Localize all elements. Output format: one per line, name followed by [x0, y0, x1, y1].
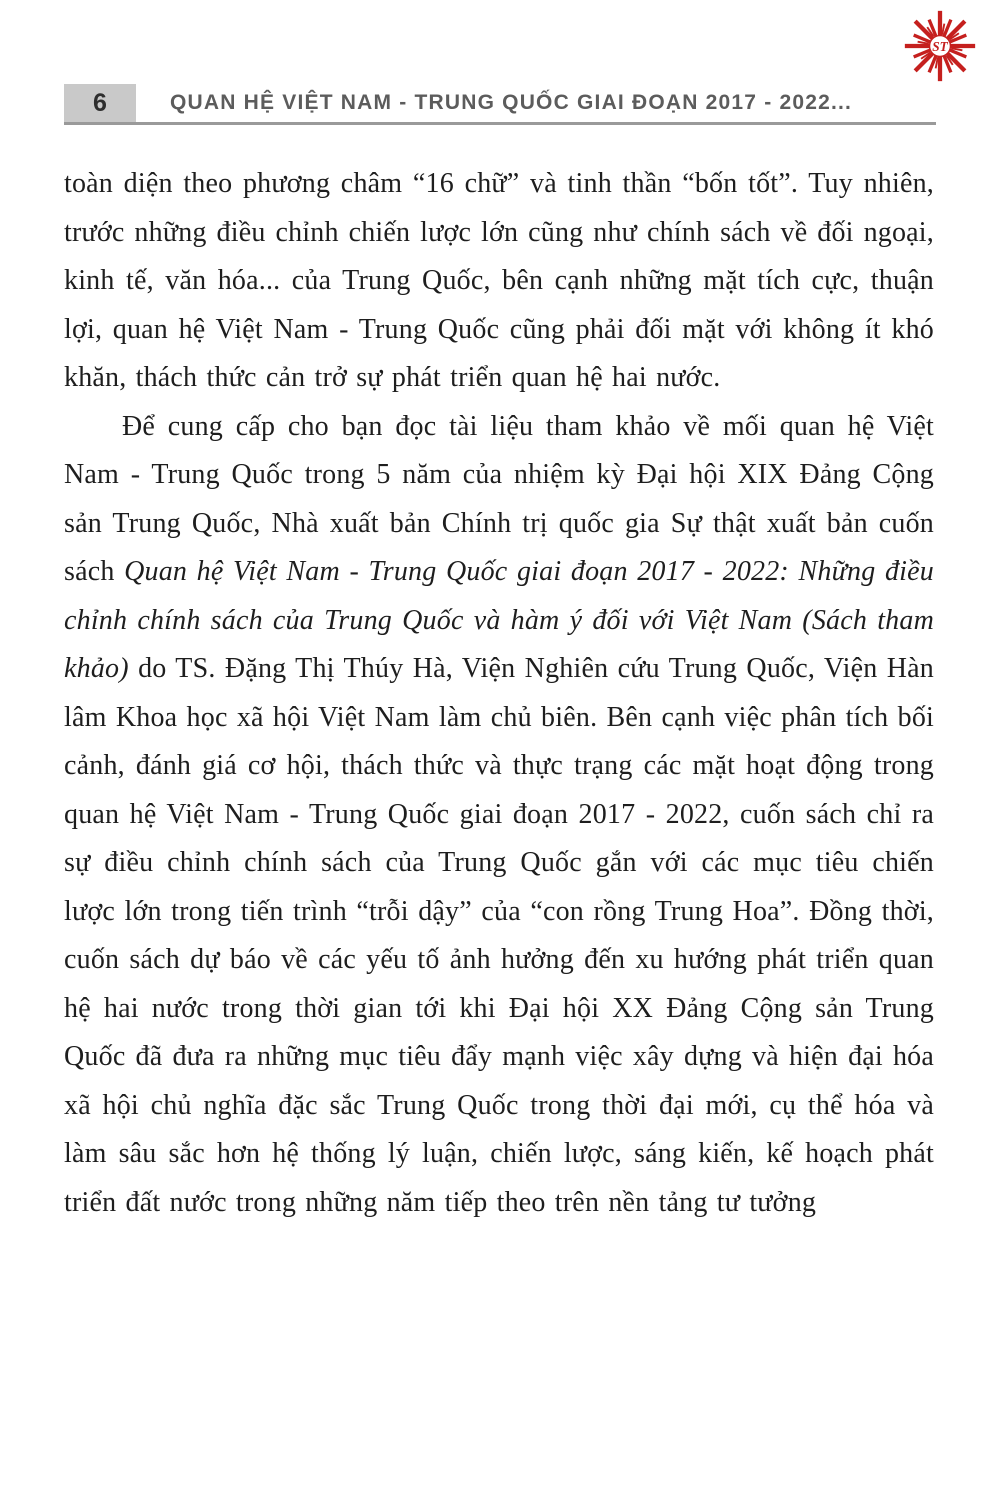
- logo-monogram: ST: [932, 39, 948, 55]
- running-title: QUAN HỆ VIỆT NAM - TRUNG QUỐC GIAI ĐOẠN 2017 - 2022...: [170, 91, 853, 114]
- book-title-italic: Quan hệ Việt Nam - Trung Quốc giai đoạn 2017 - 2022: Những điều chỉnh chính sách của Trung Quốc và hàm ý đối với Việt Nam (Sách tham khảo): [64, 556, 934, 684]
- page-number: 6: [64, 84, 136, 122]
- paragraph: [64, 160, 934, 403]
- text-segment: do TS. Đặng Thị Thúy Hà, Viện Nghiên cứu Trung Quốc, Viện Hàn lâm Khoa học xã hội Việt Nam làm chủ biên. Bên cạnh việc phân tích bối cảnh, đánh giá cơ hội, thách thức và thực trạng các mặt hoạt động trong quan hệ Việt Nam - Trung Quốc giai đoạn 2017 - 2022, cuốn sách chỉ ra sự điều chỉnh chính sách của Trung Quốc gắn với các mục tiêu chiến lược lớn trong tiến trình “trỗi dậy” của “con rồng Trung Hoa”. Đồng thời, cuốn sách dự báo về các yếu tố ảnh hưởng đến xu hướng phát triển quan hệ hai nước trong thời gian tới khi Đại hội XX Đảng Cộng sản Trung Quốc đã đưa ra những mục tiêu đẩy mạnh việc xây dựng và hiện đại hóa xã hội chủ nghĩa đặc sắc Trung Quốc trong thời đại mới, cụ thể hóa và làm sâu sắc hơn hệ thống lý luận, chiến lược, sáng kiến, kế hoạch phát triển đất nước trong những năm tiếp theo trên nền tảng tư tưởng: [64, 653, 934, 1218]
- paragraph: [64, 403, 934, 1228]
- text-segment: toàn diện theo phương châm “16 chữ” và tinh thần “bốn tốt”. Tuy nhiên, trước những điều chỉnh chiến lược lớn cũng như chính sách về đối ngoại, kinh tế, văn hóa... của Trung Quốc, bên cạnh những mặt tích cực, thuận lợi, quan hệ Việt Nam - Trung Quốc cũng phải đối mặt với không ít khó khăn, thách thức cản trở sự phát triển quan hệ hai nước.: [64, 168, 934, 393]
- starburst-icon: [902, 6, 978, 86]
- body-text: [64, 160, 934, 1227]
- running-header: [64, 84, 936, 125]
- text-segment: Để cung cấp cho bạn đọc tài liệu tham khảo về mối quan hệ Việt Nam - Trung Quốc trong 5 năm của nhiệm kỳ Đại hội XIX Đảng Cộng sản Trung Quốc, Nhà xuất bản Chính trị quốc gia Sự thật xuất bản cuốn sách: [64, 410, 934, 587]
- publisher-logo: [902, 6, 978, 86]
